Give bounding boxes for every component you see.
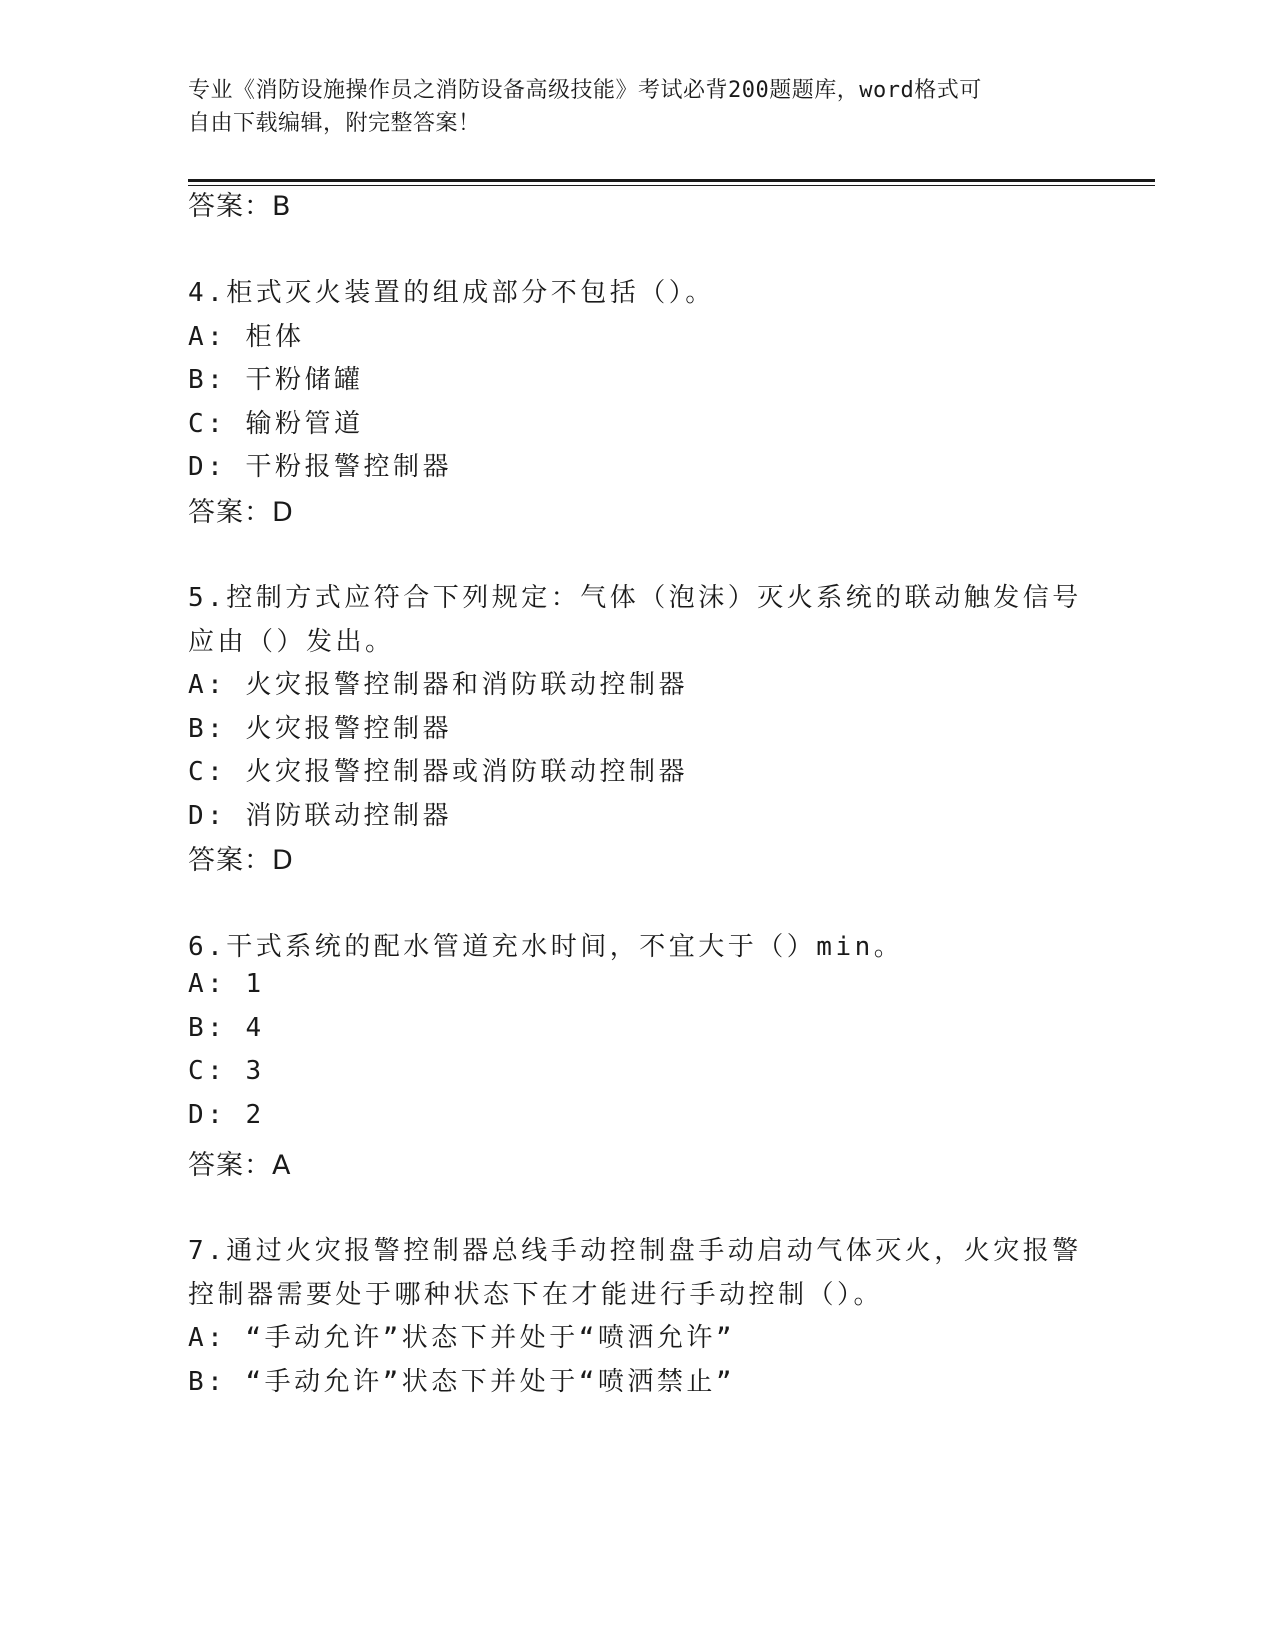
header-divider-thin	[188, 185, 1155, 186]
header-line-1: 专业《消防设施操作员之消防设备高级技能》考试必背200题题库，word格式可	[188, 78, 982, 103]
question-6-stem: 6.干式系统的配水管道充水时间，不宜大于（）min。	[188, 932, 904, 962]
question-5-option-b: B: 火灾报警控制器	[188, 714, 452, 744]
question-5-stem-line-1: 5.控制方式应符合下列规定：气体（泡沫）灭火系统的联动触发信号	[188, 583, 1082, 613]
previous-answer: 答案：B	[188, 191, 292, 222]
question-4-stem: 4.柜式灭火装置的组成部分不包括（）。	[188, 278, 715, 308]
question-7-option-b: B: “手动允许”状态下并处于“喷洒禁止”	[188, 1367, 736, 1397]
question-7-stem-line-1: 7.通过火灾报警控制器总线手动控制盘手动启动气体灭火，火灾报警	[188, 1236, 1082, 1266]
document-header	[188, 74, 1088, 140]
question-5-answer: 答案：D	[188, 845, 294, 876]
question-4-answer: 答案：D	[188, 497, 294, 528]
question-6-answer: 答案：A	[188, 1150, 292, 1181]
question-5-option-a: A: 火灾报警控制器和消防联动控制器	[188, 670, 688, 700]
question-4-option-c: C: 输粉管道	[188, 409, 364, 439]
question-5-option-d: D: 消防联动控制器	[188, 801, 452, 831]
header-line-2: 自由下载编辑，附完整答案！	[188, 111, 481, 136]
question-5-option-c: C: 火灾报警控制器或消防联动控制器	[188, 757, 688, 787]
question-7-option-a: A: “手动允许”状态下并处于“喷洒允许”	[188, 1323, 736, 1353]
question-6-option-b: B: 4	[188, 1013, 265, 1043]
question-6-option-c: C: 3	[188, 1056, 265, 1086]
question-7-stem-line-2: 控制器需要处于哪种状态下在才能进行手动控制（）。	[188, 1280, 884, 1310]
question-5-stem-line-2: 应由（）发出。	[188, 627, 395, 657]
question-6-option-a: A: 1	[188, 969, 265, 999]
question-4-option-b: B: 干粉储罐	[188, 365, 364, 395]
header-divider-thick	[188, 179, 1155, 182]
question-4-option-d: D: 干粉报警控制器	[188, 452, 452, 482]
question-6-option-d: D: 2	[188, 1100, 265, 1130]
question-4-option-a: A: 柜体	[188, 322, 305, 352]
